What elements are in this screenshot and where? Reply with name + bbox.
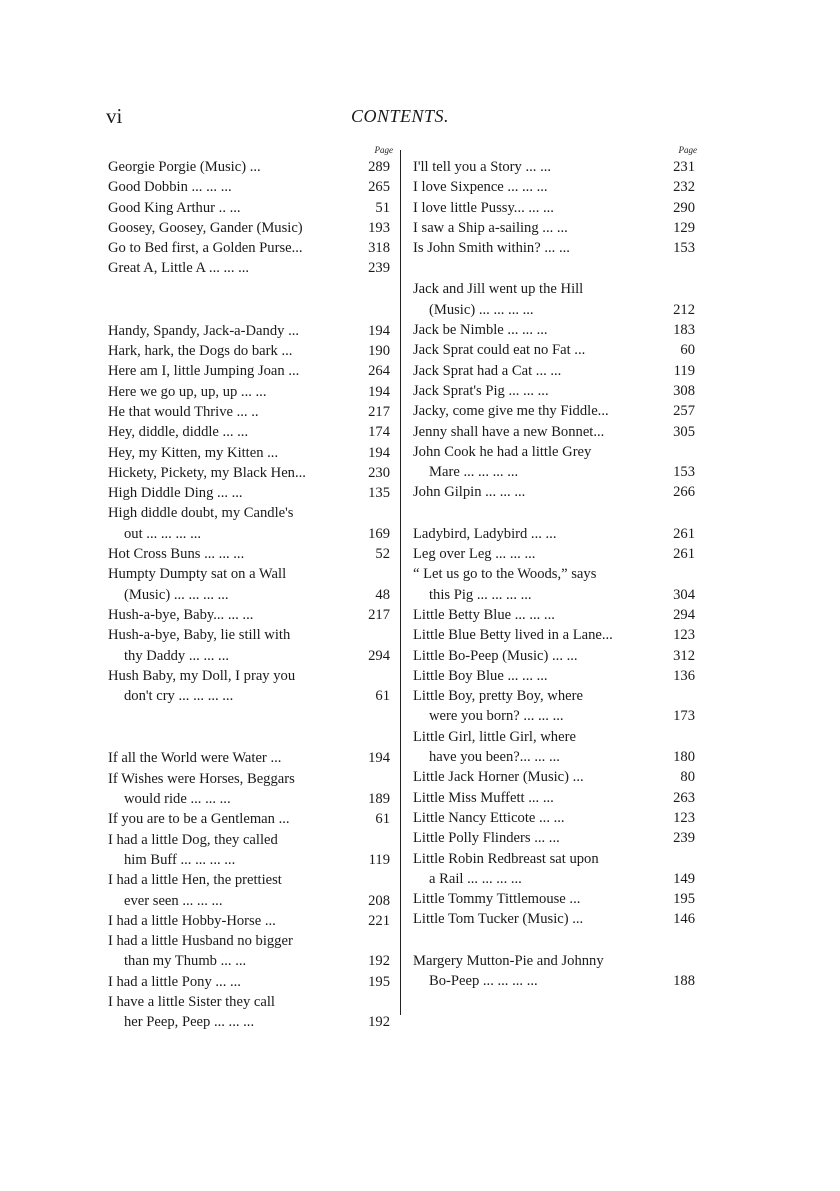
- entry-title: Hickety, Pickety, my Black Hen...: [108, 464, 306, 481]
- toc-entry: [413, 524, 695, 544]
- entry-page-number: 61: [375, 688, 390, 705]
- entry-page-number: 51: [375, 199, 390, 216]
- entry-title: I had a little Husband no bigger: [108, 933, 293, 950]
- entry-page-number: 194: [368, 750, 390, 767]
- entry-page-number: 294: [673, 606, 695, 623]
- entry-title-continuation: would ride ... ... ...: [124, 791, 231, 808]
- toc-entry: [413, 564, 695, 605]
- toc-entry: [108, 422, 390, 442]
- entry-page-number: 135: [368, 485, 390, 502]
- entry-title: Hey, diddle, diddle ... ...: [108, 424, 249, 441]
- entry-title: If Wishes were Horses, Beggars: [108, 770, 295, 787]
- entry-page-number: 289: [368, 159, 390, 175]
- entry-title: Hush Baby, my Doll, I pray you: [108, 667, 296, 684]
- entry-title-continuation: ever seen ... ... ...: [124, 892, 223, 909]
- toc-entry: [108, 443, 390, 463]
- entry-page-number: 290: [673, 199, 695, 216]
- toc-entry: [413, 849, 695, 890]
- entry-page-number: 261: [673, 525, 695, 542]
- column-divider: [400, 150, 401, 1015]
- toc-entry: [413, 381, 695, 401]
- entry-title: I had a little Dog, they called: [108, 831, 278, 848]
- entry-page-number: 188: [673, 972, 695, 989]
- entry-title-continuation: her Peep, Peep ... ... ...: [124, 1014, 255, 1031]
- entry-title: Is John Smith within? ... ...: [413, 240, 570, 257]
- toc-entry: [413, 951, 695, 992]
- entry-page-number: 230: [368, 464, 390, 481]
- entry-page-number: 119: [673, 362, 695, 379]
- entry-title: Hey, my Kitten, my Kitten ...: [108, 444, 279, 461]
- entry-title-continuation: him Buff ... ... ... ...: [124, 851, 236, 868]
- toc-entry: [413, 686, 695, 727]
- entry-title: I'll tell you a Story ... ...: [413, 159, 552, 175]
- entry-page-number: 189: [368, 791, 390, 808]
- entry-title: Jacky, come give me thy Fiddle...: [413, 403, 609, 420]
- entry-page-number: 149: [673, 870, 695, 887]
- entry-title: Little Jack Horner (Music) ...: [413, 769, 584, 786]
- toc-entry: [413, 625, 695, 645]
- entry-title: He that would Thrive ... ..: [108, 403, 259, 420]
- toc-entry: [108, 809, 390, 829]
- entry-page-number: 52: [375, 546, 390, 563]
- entry-page-number: 194: [368, 444, 390, 461]
- entry-title: I love little Pussy... ... ...: [413, 199, 554, 216]
- entry-title: Jenny shall have a new Bonnet...: [413, 423, 605, 440]
- entry-page-number: 239: [673, 830, 695, 847]
- entry-page-number: 266: [673, 484, 695, 501]
- entry-title: Little Miss Muffett ... ...: [413, 789, 554, 806]
- entry-page-number: 146: [673, 911, 695, 928]
- entry-page-number: 193: [368, 219, 390, 236]
- entry-title: Here am I, little Jumping Joan ...: [108, 363, 300, 380]
- entry-page-number: 173: [673, 708, 695, 725]
- entry-page-number: 217: [368, 606, 390, 623]
- entry-title: John Gilpin ... ... ...: [413, 484, 526, 501]
- entry-page-number: 265: [368, 179, 390, 196]
- entry-title: Little Bo-Peep (Music) ... ...: [413, 647, 578, 664]
- toc-entry: [108, 972, 390, 992]
- page-number: vi: [106, 104, 123, 128]
- page-column-label: Page: [678, 145, 697, 155]
- entry-title: I had a little Hobby-Horse ...: [108, 912, 276, 929]
- toc-entry: [108, 258, 390, 278]
- toc-entry: [108, 198, 390, 218]
- toc-entry: [413, 198, 695, 218]
- section-gap: [413, 258, 695, 279]
- entry-title-continuation: were you born? ... ... ...: [429, 708, 564, 725]
- entry-page-number: 194: [368, 322, 390, 339]
- entry-page-number: 308: [673, 382, 695, 399]
- entry-title: Georgie Porgie (Music) ...: [108, 159, 261, 175]
- toc-entry: [413, 808, 695, 828]
- entry-title-continuation: (Music) ... ... ... ...: [429, 301, 534, 318]
- entry-title: Little Tommy Tittlemouse ...: [413, 891, 581, 908]
- toc-entry: [413, 218, 695, 238]
- entry-title-continuation: Bo-Peep ... ... ... ...: [429, 972, 538, 989]
- toc-entry: [108, 666, 390, 707]
- toc-entry: [413, 320, 695, 340]
- entry-page-number: 221: [368, 912, 390, 929]
- entry-title: “ Let us go to the Woods,” says: [413, 566, 597, 583]
- toc-entry: [108, 341, 390, 361]
- entry-page-number: 217: [368, 403, 390, 420]
- toc-entry: [413, 442, 695, 483]
- toc-entry: [108, 769, 390, 810]
- toc-entry: [413, 788, 695, 808]
- entry-page-number: 119: [368, 851, 390, 868]
- entry-title: Go to Bed first, a Golden Purse...: [108, 240, 303, 257]
- entry-page-number: 231: [673, 159, 695, 175]
- entry-page-number: 48: [375, 586, 390, 603]
- toc-entry: [108, 503, 390, 544]
- toc-entry: [108, 748, 390, 768]
- toc-entry: [413, 889, 695, 909]
- entry-title: Great A, Little A ... ... ...: [108, 260, 250, 277]
- entry-title: Hot Cross Buns ... ... ...: [108, 546, 245, 563]
- entry-page-number: 169: [368, 525, 390, 542]
- entry-title: Little Polly Flinders ... ...: [413, 830, 560, 847]
- entry-title: Hush-a-bye, Baby... ... ...: [108, 606, 254, 623]
- entry-title: Handy, Spandy, Jack-a-Dandy ...: [108, 322, 300, 339]
- entry-page-number: 212: [673, 301, 695, 318]
- entry-title: I had a little Pony ... ...: [108, 973, 241, 990]
- entry-title: Hush-a-bye, Baby, lie still with: [108, 627, 291, 644]
- toc-entry: [413, 666, 695, 686]
- entry-page-number: 192: [368, 953, 390, 970]
- entry-page-number: 239: [368, 260, 390, 277]
- entry-page-number: 190: [368, 343, 390, 360]
- entry-page-number: 180: [673, 749, 695, 766]
- entry-page-number: 195: [368, 973, 390, 990]
- entry-title: Little Boy, pretty Boy, where: [413, 688, 583, 705]
- entry-page-number: 129: [673, 219, 695, 236]
- toc-entry: [413, 605, 695, 625]
- entry-page-number: 153: [673, 240, 695, 257]
- entry-page-number: 294: [368, 647, 390, 664]
- toc-entry: [413, 422, 695, 442]
- entry-title: Margery Mutton-Pie and Johnny: [413, 952, 604, 969]
- entry-page-number: 153: [673, 464, 695, 481]
- entry-title: Here we go up, up, up ... ...: [108, 383, 267, 400]
- entry-title-continuation: have you been?... ... ...: [429, 749, 560, 766]
- toc-entry: [413, 767, 695, 787]
- right-entries: [413, 157, 695, 991]
- entry-title: Little Robin Redbreast sat upon: [413, 850, 599, 867]
- entry-title-continuation: out ... ... ... ...: [124, 525, 202, 542]
- toc-entry: [413, 544, 695, 564]
- entry-title: Jack Sprat could eat no Fat ...: [413, 342, 586, 359]
- toc-entry: [413, 361, 695, 381]
- entry-title: If all the World were Water ...: [108, 750, 282, 767]
- toc-entry: [108, 625, 390, 666]
- toc-entry: [108, 931, 390, 972]
- section-gap: [108, 706, 390, 748]
- page-column-label: Page: [374, 145, 393, 155]
- toc-entry: [413, 157, 695, 177]
- entry-title: Hark, hark, the Dogs do bark ...: [108, 343, 293, 360]
- running-head: CONTENTS.: [350, 106, 450, 126]
- entry-title: Goosey, Goosey, Gander (Music): [108, 219, 303, 236]
- entry-page-number: 80: [680, 769, 695, 786]
- entry-page-number: 136: [673, 667, 695, 684]
- entry-page-number: 232: [673, 179, 695, 196]
- entry-page-number: 60: [680, 342, 695, 359]
- entry-title: Ladybird, Ladybird ... ...: [413, 525, 557, 542]
- entry-title: Little Tom Tucker (Music) ...: [413, 911, 584, 928]
- entry-page-number: 195: [673, 891, 695, 908]
- entry-title: Little Boy Blue ... ... ...: [413, 667, 548, 684]
- entry-page-number: 123: [673, 809, 695, 826]
- entry-title: Leg over Leg ... ... ...: [413, 546, 536, 563]
- toc-entry: [108, 911, 390, 931]
- entry-title: High diddle doubt, my Candle's: [108, 505, 294, 522]
- toc-entry: [108, 544, 390, 564]
- toc-entry: [108, 321, 390, 341]
- toc-entry: [108, 605, 390, 625]
- entry-page-number: 208: [368, 892, 390, 909]
- section-gap: [413, 503, 695, 524]
- toc-entry: [108, 564, 390, 605]
- entry-title: I had a little Hen, the prettiest: [108, 872, 282, 889]
- entry-page-number: 174: [368, 424, 390, 441]
- toc-entry: [108, 463, 390, 483]
- toc-entry: [108, 483, 390, 503]
- toc-entry: [108, 992, 390, 1033]
- toc-entry: [413, 646, 695, 666]
- entry-page-number: 305: [673, 423, 695, 440]
- entry-title-continuation: (Music) ... ... ... ...: [124, 586, 229, 603]
- entry-page-number: 257: [673, 403, 695, 420]
- entry-page-number: 192: [368, 1014, 390, 1031]
- entry-title: Good King Arthur .. ...: [108, 199, 241, 216]
- entry-page-number: 318: [368, 240, 390, 257]
- toc-entry: [413, 727, 695, 768]
- toc-entry: [108, 870, 390, 911]
- entry-title-continuation: than my Thumb ... ...: [124, 953, 247, 970]
- entry-page-number: 194: [368, 383, 390, 400]
- toc-entry: [413, 177, 695, 197]
- entry-title-continuation: a Rail ... ... ... ...: [429, 870, 522, 887]
- entry-page-number: 264: [368, 363, 390, 380]
- entry-title-continuation: thy Daddy ... ... ...: [124, 647, 229, 664]
- entry-title: Little Girl, little Girl, where: [413, 728, 576, 745]
- section-gap: [108, 279, 390, 321]
- left-entries: [108, 157, 390, 1033]
- entry-title: Little Nancy Etticote ... ...: [413, 809, 565, 826]
- toc-entry: [108, 830, 390, 871]
- entry-title: I love Sixpence ... ... ...: [413, 179, 548, 196]
- entry-page-number: 61: [375, 811, 390, 828]
- toc-entry: [108, 238, 390, 258]
- entry-title: Little Blue Betty lived in a Lane...: [413, 627, 613, 644]
- entry-title: John Cook he had a little Grey: [413, 443, 592, 460]
- entry-title: Humpty Dumpty sat on a Wall: [108, 566, 287, 583]
- toc-entry: [108, 382, 390, 402]
- toc-entry: [108, 218, 390, 238]
- entry-title: If you are to be a Gentleman ...: [108, 811, 290, 828]
- entry-title: Good Dobbin ... ... ...: [108, 179, 232, 196]
- toc-entry: [108, 157, 390, 177]
- toc-entry: [413, 340, 695, 360]
- entry-page-number: 261: [673, 546, 695, 563]
- entry-title-continuation: don't cry ... ... ... ...: [124, 688, 234, 705]
- entry-title: Jack and Jill went up the Hill: [413, 281, 584, 298]
- entry-title: I saw a Ship a-sailing ... ...: [413, 219, 568, 236]
- toc-entry: [413, 828, 695, 848]
- entry-page-number: 183: [673, 322, 695, 339]
- entry-page-number: 263: [673, 789, 695, 806]
- entry-title-continuation: Mare ... ... ... ...: [429, 464, 519, 481]
- entry-page-number: 123: [673, 627, 695, 644]
- entry-title: Jack Sprat had a Cat ... ...: [413, 362, 562, 379]
- toc-entry: [413, 482, 695, 502]
- entry-title: I have a little Sister they call: [108, 993, 275, 1010]
- entry-title: Little Betty Blue ... ... ...: [413, 606, 555, 623]
- toc-entry: [413, 238, 695, 258]
- entry-page-number: 312: [673, 647, 695, 664]
- toc-entry: [108, 177, 390, 197]
- section-gap: [413, 930, 695, 951]
- entry-title: Jack Sprat's Pig ... ... ...: [413, 382, 549, 399]
- toc-entry: [413, 909, 695, 929]
- toc-entry: [413, 401, 695, 421]
- entry-title-continuation: this Pig ... ... ... ...: [429, 586, 532, 603]
- toc-entry: [108, 361, 390, 381]
- entry-page-number: 304: [673, 586, 695, 603]
- entry-title: High Diddle Ding ... ...: [108, 485, 243, 502]
- toc-entry: [108, 402, 390, 422]
- toc-entry: [413, 279, 695, 320]
- entry-title: Jack be Nimble ... ... ...: [413, 322, 548, 339]
